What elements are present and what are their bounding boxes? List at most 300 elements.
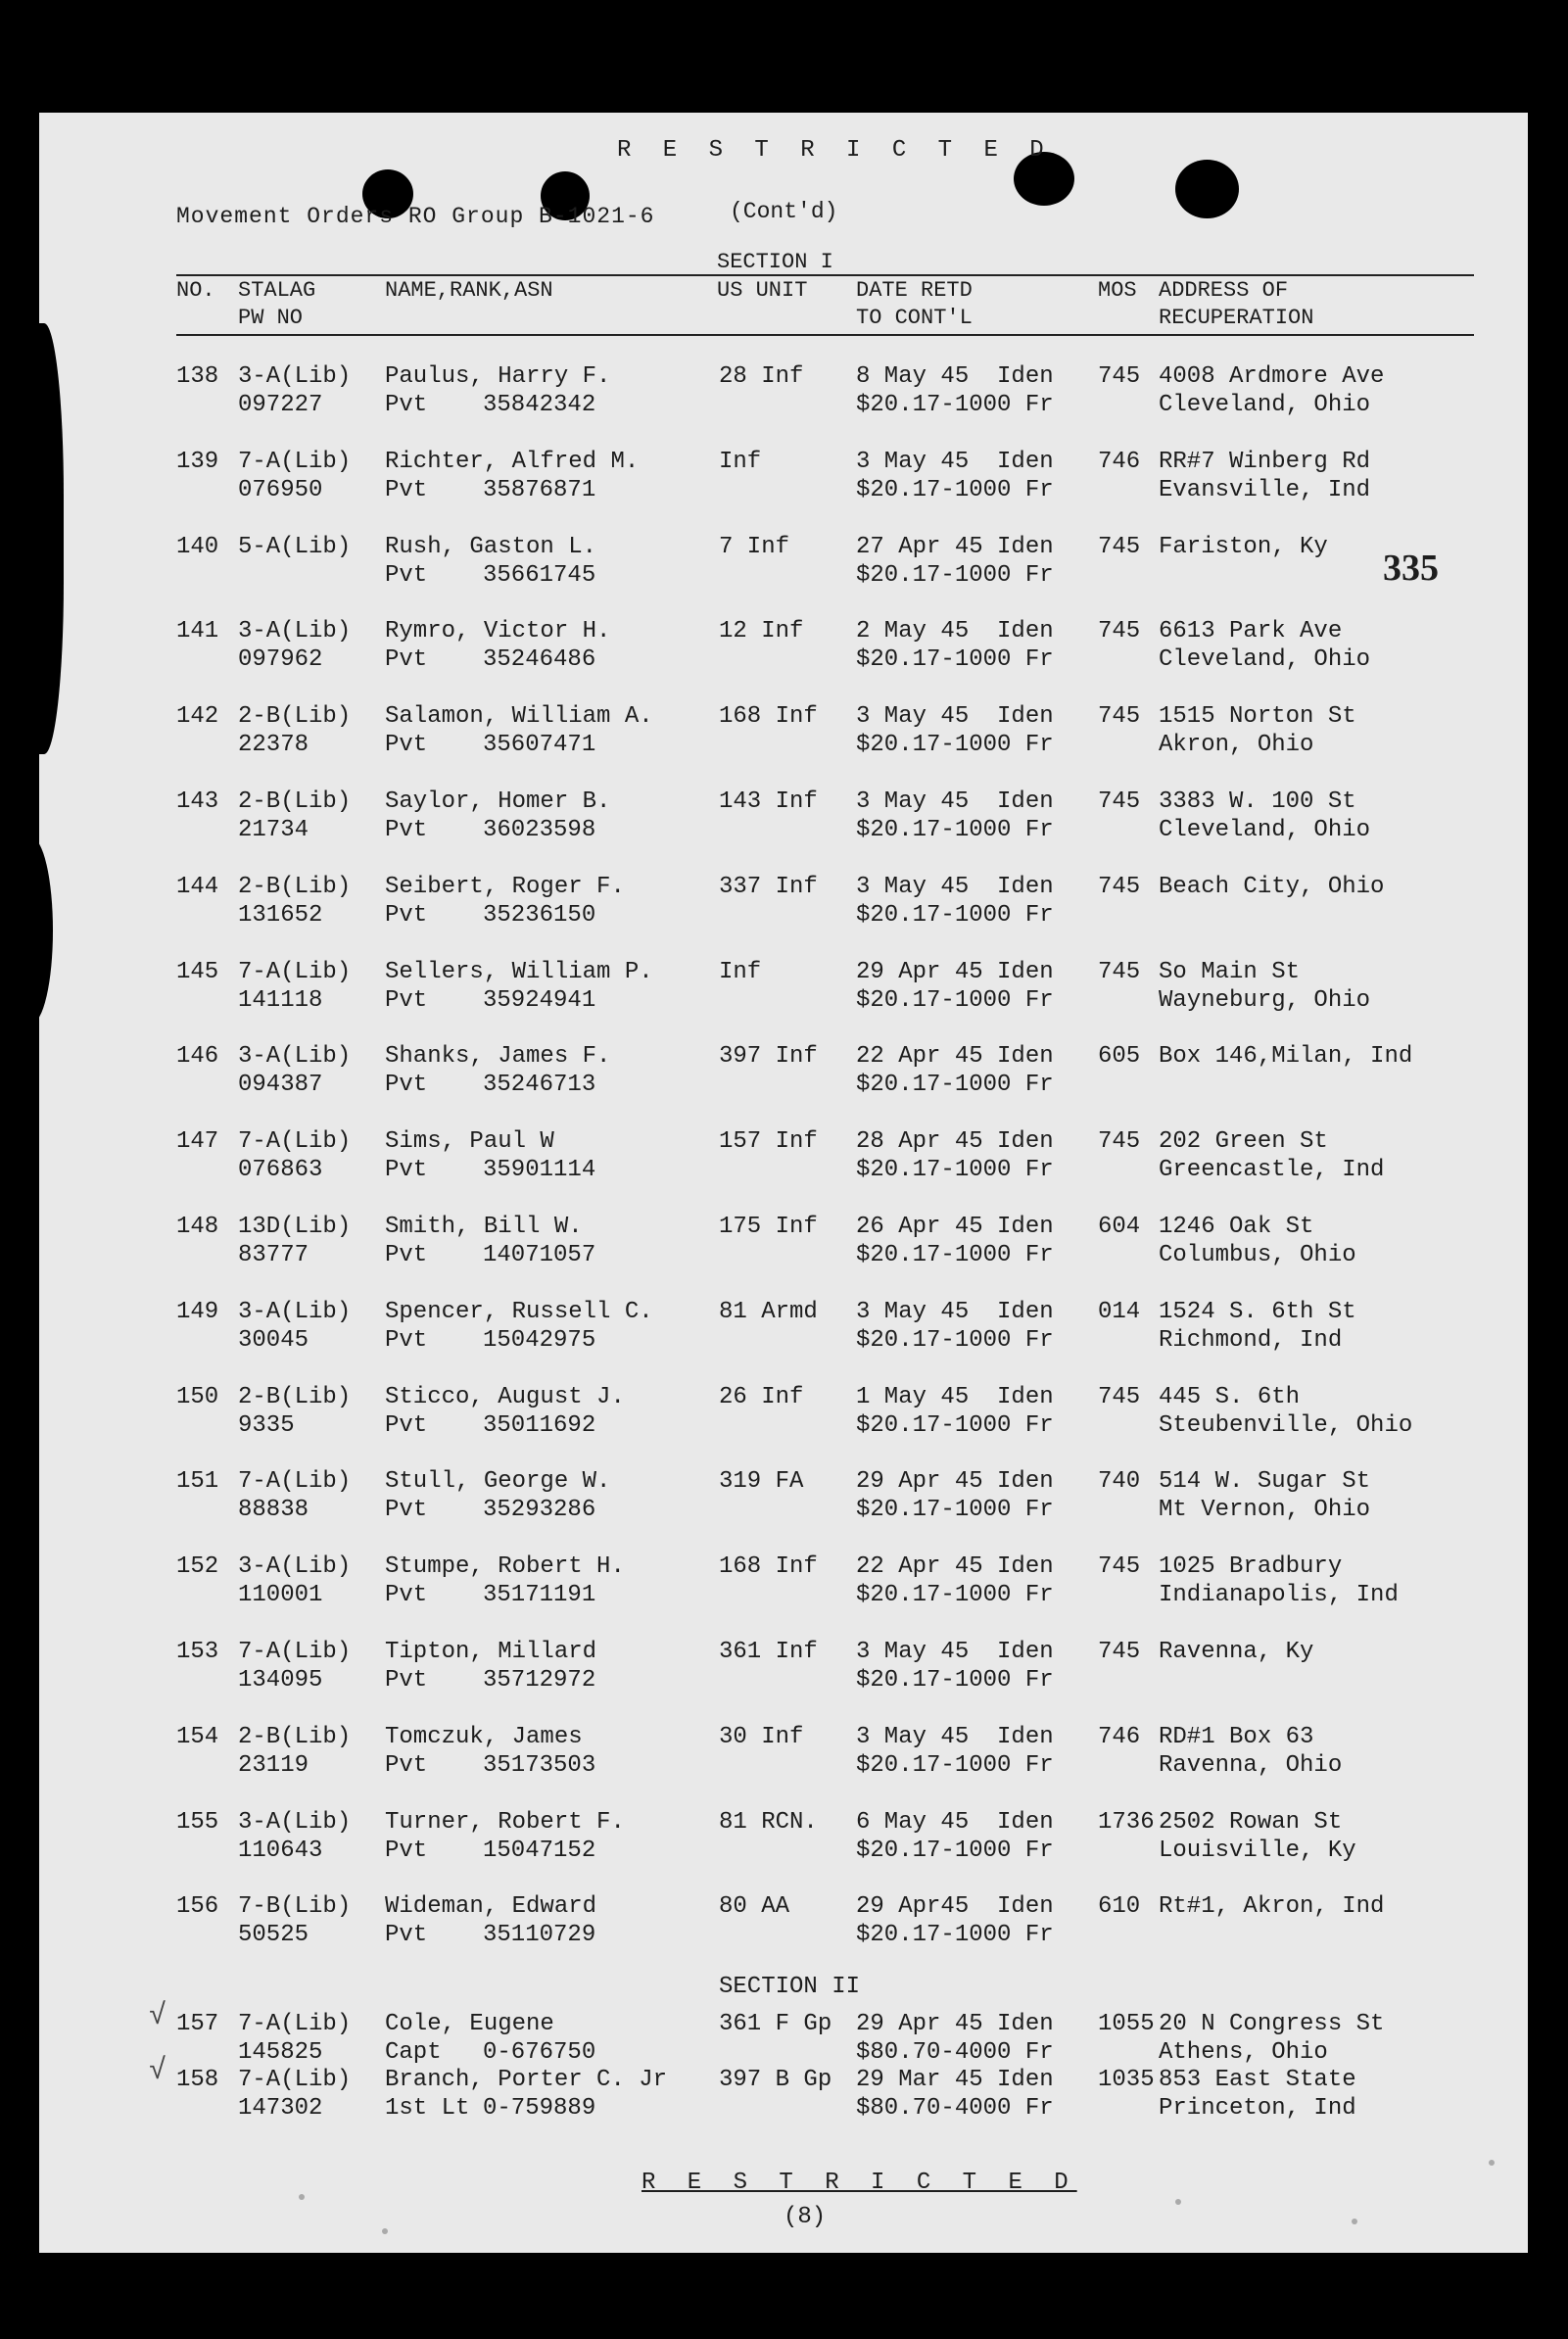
cell-line-mos: 745 <box>1098 703 1141 730</box>
cell-line-addr2: Mt Vernon, Ohio <box>1159 1497 1371 1523</box>
cell-line-stalag: 3-A(Lib) <box>238 363 352 390</box>
cell-date <box>856 362 1054 419</box>
cell-line-unit: 28 Inf <box>719 363 804 390</box>
cell-name <box>385 448 639 504</box>
cell-line-rank: Pvt <box>385 1667 428 1694</box>
cell-name <box>385 1723 595 1780</box>
cell-line-unit: 168 Inf <box>719 703 818 730</box>
cell-date <box>856 1042 1054 1099</box>
cell-line-rank: Pvt <box>385 902 428 929</box>
cell-line-date: 29 Apr45 Iden <box>856 1893 1054 1920</box>
cell-name <box>385 2010 595 2067</box>
cell-line-addr2: Athens, Ohio <box>1159 2039 1328 2066</box>
cell-line-name: Rush, Gaston L. <box>385 534 597 560</box>
cell-date <box>856 1127 1054 1184</box>
cell-line-name: Stull, George W. <box>385 1468 611 1495</box>
cell-line-unit: 337 Inf <box>719 874 818 900</box>
cell-stalag <box>238 788 351 844</box>
cell-mos <box>1098 873 1140 901</box>
col-head-unit: US UNIT <box>717 278 808 303</box>
cell-line-pw: 076950 <box>238 477 323 503</box>
cell-stalag <box>238 1213 351 1269</box>
cell-unit <box>719 1552 818 1581</box>
cell-no <box>176 1042 218 1071</box>
cell-line-pw: 22378 <box>238 732 309 758</box>
cell-line-unit: 81 RCN. <box>719 1809 818 1836</box>
cell-stalag <box>238 1042 351 1099</box>
cell-line-stalag: 5-A(Lib) <box>238 534 352 560</box>
col-head-address: ADDRESS OF <box>1159 278 1289 303</box>
cell-rank-asn <box>385 1581 625 1609</box>
cell-name <box>385 1808 625 1865</box>
cell-line-addr1: 514 W. Sugar St <box>1159 1468 1371 1495</box>
cell-line-stalag: 3-A(Lib) <box>238 1553 352 1580</box>
cell-line-addr1: Fariston, Ky <box>1159 534 1328 560</box>
cell-line-mos: 745 <box>1098 534 1141 560</box>
cell-line-pw: 131652 <box>238 902 323 929</box>
cell-line-stalag: 2-B(Lib) <box>238 1724 352 1750</box>
cell-date <box>856 533 1054 590</box>
cell-stalag <box>238 1808 351 1865</box>
table-row <box>39 873 1528 951</box>
cell-line-no: 153 <box>176 1639 219 1665</box>
cell-line-name: Branch, Porter C. Jr <box>385 2067 668 2093</box>
cell-unit <box>719 448 761 476</box>
cell-name <box>385 873 625 930</box>
cell-addr1 <box>1159 702 1356 759</box>
cell-line-rank: Pvt <box>385 1157 428 1183</box>
cell-line-no: 157 <box>176 2011 219 2037</box>
col-head-mos: MOS <box>1098 278 1137 303</box>
cell-no <box>176 1298 218 1326</box>
cell-line-unit: 361 F Gp <box>719 2011 832 2037</box>
cell-mos <box>1098 2010 1155 2038</box>
cell-line-addr1: 1515 Norton St <box>1159 703 1356 730</box>
cell-line-stalag: 7-A(Lib) <box>238 449 352 475</box>
cell-no <box>176 1213 218 1241</box>
cell-line-rank: 1st Lt <box>385 2095 470 2122</box>
cell-line-addr1: 1025 Bradbury <box>1159 1553 1343 1580</box>
cell-unit <box>719 1638 818 1666</box>
document-page <box>39 113 1528 2253</box>
cell-name <box>385 1127 595 1184</box>
cell-mos <box>1098 1638 1140 1666</box>
cell-line-no: 147 <box>176 1128 219 1155</box>
cell-line-pw: 50525 <box>238 1922 309 1948</box>
speck <box>1175 2199 1181 2205</box>
cell-line-unit: Inf <box>719 959 762 985</box>
cell-line-pw: 88838 <box>238 1497 309 1523</box>
cell-line-addr2: Cleveland, Ohio <box>1159 817 1371 843</box>
cell-line-date: 3 May 45 Iden <box>856 1639 1054 1665</box>
cell-no <box>176 617 218 645</box>
cell-line-addr1: 20 N Congress St <box>1159 2011 1385 2037</box>
cell-name <box>385 1892 596 1949</box>
cell-line-unit: 168 Inf <box>719 1553 818 1580</box>
cell-mos <box>1098 2066 1155 2094</box>
cell-unit <box>719 1298 818 1326</box>
cell-addr1 <box>1159 1808 1356 1865</box>
table-row <box>39 1638 1528 1716</box>
cell-line-no: 152 <box>176 1553 219 1580</box>
cell-line-unit: 157 Inf <box>719 1128 818 1155</box>
cell-line-stalag: 13D(Lib) <box>238 1214 352 1240</box>
cell-line-asn: 35293286 <box>483 1497 596 1523</box>
cell-addr1 <box>1159 1042 1412 1071</box>
cell-addr1 <box>1159 958 1370 1015</box>
cell-line-date: 3 May 45 Iden <box>856 703 1054 730</box>
cell-rank-asn <box>385 816 610 844</box>
table-row <box>39 1467 1528 1546</box>
cell-line-addr1: So Main St <box>1159 959 1301 985</box>
cell-line-date: 3 May 45 Iden <box>856 1299 1054 1325</box>
cell-no <box>176 958 218 986</box>
cell-line-no: 141 <box>176 618 219 644</box>
cell-line-addr2: Louisville, Ky <box>1159 1838 1356 1864</box>
cell-rank-asn <box>385 1156 595 1184</box>
cell-line-unit: 7 Inf <box>719 534 790 560</box>
cell-line-name: Smith, Bill W. <box>385 1214 583 1240</box>
cell-line-no: 138 <box>176 363 219 390</box>
cell-stalag <box>238 958 351 1015</box>
cell-rank-asn <box>385 561 596 590</box>
col-head-date: DATE RETD <box>856 278 973 303</box>
cell-line-stalag: 7-A(Lib) <box>238 2067 352 2093</box>
cell-no <box>176 1127 218 1156</box>
cell-line-pay: $20.17-1000 Fr <box>856 1242 1054 1268</box>
cell-no <box>176 1552 218 1581</box>
cell-date <box>856 2010 1054 2067</box>
cell-addr1 <box>1159 1298 1356 1355</box>
cell-addr1 <box>1159 2010 1384 2067</box>
cell-line-pw: 134095 <box>238 1667 323 1694</box>
col-head-no: NO. <box>176 278 215 303</box>
cell-line-asn: 14071057 <box>483 1242 596 1268</box>
section-2-label: SECTION II <box>719 1974 861 2000</box>
cell-line-mos: 745 <box>1098 1553 1141 1580</box>
cell-date <box>856 1723 1054 1780</box>
cell-mos <box>1098 1808 1155 1837</box>
cell-stalag <box>238 873 351 930</box>
cell-line-date: 29 Mar 45 Iden <box>856 2067 1054 2093</box>
cell-line-addr2: Indianapolis, Ind <box>1159 1582 1399 1608</box>
table-row <box>39 1808 1528 1886</box>
cell-date <box>856 448 1054 504</box>
cell-addr1 <box>1159 448 1370 504</box>
cell-line-unit: 143 Inf <box>719 788 818 815</box>
header-restricted: R E S T R I C T E D <box>617 137 1053 164</box>
cell-rank-asn <box>385 645 610 674</box>
cell-line-stalag: 2-B(Lib) <box>238 703 352 730</box>
cell-line-mos: 745 <box>1098 1384 1141 1410</box>
cell-line-unit: 319 FA <box>719 1468 804 1495</box>
cell-line-no: 155 <box>176 1809 219 1836</box>
cell-line-date: 29 Apr 45 Iden <box>856 959 1054 985</box>
cell-addr1 <box>1159 533 1328 561</box>
cell-line-name: Tipton, Millard <box>385 1639 597 1665</box>
cell-line-mos: 610 <box>1098 1893 1141 1920</box>
cell-line-rank: Pvt <box>385 1922 428 1948</box>
cell-line-addr1: 1246 Oak St <box>1159 1214 1314 1240</box>
cell-line-asn: 35011692 <box>483 1412 596 1439</box>
cell-line-date: 6 May 45 Iden <box>856 1809 1054 1836</box>
cell-mos <box>1098 1723 1140 1751</box>
cell-line-stalag: 7-A(Lib) <box>238 1639 352 1665</box>
cell-line-name: Rymro, Victor H. <box>385 618 611 644</box>
cell-line-asn: 0-676750 <box>483 2039 596 2066</box>
cell-line-unit: 397 B Gp <box>719 2067 832 2093</box>
table-row <box>39 788 1528 866</box>
cell-line-mos: 604 <box>1098 1214 1141 1240</box>
cell-rank-asn <box>385 901 625 930</box>
cell-mos <box>1098 448 1140 476</box>
cell-unit <box>719 788 818 816</box>
table-row <box>39 1552 1528 1631</box>
cell-line-addr1: 202 Green St <box>1159 1128 1328 1155</box>
cell-name <box>385 788 610 844</box>
table-row <box>39 617 1528 695</box>
cell-line-unit: 81 Armd <box>719 1299 818 1325</box>
cell-name <box>385 2066 667 2123</box>
cell-stalag <box>238 1552 351 1609</box>
punch-hole <box>1175 160 1239 218</box>
cell-line-name: Stumpe, Robert H. <box>385 1553 625 1580</box>
cell-rank-asn <box>385 1496 610 1524</box>
cell-line-addr2: Evansville, Ind <box>1159 477 1371 503</box>
cell-line-rank: Pvt <box>385 562 428 589</box>
cell-unit <box>719 1808 818 1837</box>
cell-rank-asn <box>385 1071 610 1099</box>
cell-mos <box>1098 617 1140 645</box>
cell-line-date: 29 Apr 45 Iden <box>856 1468 1054 1495</box>
cell-stalag <box>238 1723 351 1780</box>
check-mark: √ <box>149 2000 167 2033</box>
cell-rank-asn <box>385 1837 625 1865</box>
cell-name <box>385 958 653 1015</box>
cell-line-no: 140 <box>176 534 219 560</box>
cell-no <box>176 533 218 561</box>
cell-line-pay: $20.17-1000 Fr <box>856 1072 1054 1098</box>
table-row <box>39 362 1528 441</box>
cell-line-mos: 745 <box>1098 1639 1141 1665</box>
cell-line-unit: 30 Inf <box>719 1724 804 1750</box>
cell-line-addr2: Greencastle, Ind <box>1159 1157 1385 1183</box>
cell-name <box>385 533 596 590</box>
cell-line-rank: Pvt <box>385 646 428 673</box>
cell-no <box>176 702 218 731</box>
table-row <box>39 1892 1528 1971</box>
cell-unit <box>719 2066 832 2094</box>
cell-line-pw: 094387 <box>238 1072 323 1098</box>
cell-mos <box>1098 362 1140 391</box>
cell-line-stalag: 3-A(Lib) <box>238 1043 352 1070</box>
cell-name <box>385 1213 595 1269</box>
cell-unit <box>719 617 803 645</box>
table-row <box>39 1723 1528 1801</box>
header-rule-bottom <box>176 334 1474 336</box>
cell-addr1 <box>1159 1467 1370 1524</box>
table-row <box>39 958 1528 1036</box>
cell-stalag <box>238 1892 351 1949</box>
cell-line-asn: 35607471 <box>483 732 596 758</box>
cell-line-addr2: Akron, Ohio <box>1159 732 1314 758</box>
cell-line-pay: $20.17-1000 Fr <box>856 987 1054 1014</box>
header-rule-top <box>176 274 1474 276</box>
cell-stalag <box>238 702 351 759</box>
cell-rank-asn <box>385 1666 596 1695</box>
cell-line-rank: Pvt <box>385 1582 428 1608</box>
cell-line-no: 151 <box>176 1468 219 1495</box>
cell-line-asn: 35173503 <box>483 1752 596 1779</box>
cell-line-pw: 097227 <box>238 392 323 418</box>
cell-line-asn: 35236150 <box>483 902 596 929</box>
cell-line-unit: 361 Inf <box>719 1639 818 1665</box>
cell-line-rank: Pvt <box>385 817 428 843</box>
cell-line-asn: 35110729 <box>483 1922 596 1948</box>
cell-line-rank: Pvt <box>385 1752 428 1779</box>
cell-line-no: 148 <box>176 1214 219 1240</box>
cell-addr1 <box>1159 1127 1384 1184</box>
cell-line-asn: 0-759889 <box>483 2095 596 2122</box>
cell-stalag <box>238 2066 351 2123</box>
cell-addr1 <box>1159 1552 1399 1609</box>
cell-addr1 <box>1159 617 1370 674</box>
cell-no <box>176 1383 218 1411</box>
cell-line-pw: 21734 <box>238 817 309 843</box>
cell-line-rank: Pvt <box>385 1497 428 1523</box>
cell-line-pay: $20.17-1000 Fr <box>856 646 1054 673</box>
cell-line-addr1: 3383 W. 100 St <box>1159 788 1356 815</box>
cell-line-date: 3 May 45 Iden <box>856 449 1054 475</box>
cell-line-no: 139 <box>176 449 219 475</box>
cell-line-addr2: Princeton, Ind <box>1159 2095 1356 2122</box>
cell-mos <box>1098 702 1140 731</box>
cell-line-asn: 35924941 <box>483 987 596 1014</box>
cell-line-addr2: Steubenville, Ohio <box>1159 1412 1413 1439</box>
cell-addr1 <box>1159 1213 1356 1269</box>
cell-mos <box>1098 1892 1140 1921</box>
cell-line-pay: $80.70-4000 Fr <box>856 2039 1054 2066</box>
cell-line-asn: 35661745 <box>483 562 596 589</box>
cell-line-unit: 175 Inf <box>719 1214 818 1240</box>
cell-line-no: 143 <box>176 788 219 815</box>
cell-stalag <box>238 1298 351 1355</box>
cell-line-rank: Pvt <box>385 1327 428 1354</box>
cell-line-asn: 15042975 <box>483 1327 596 1354</box>
cell-line-pw: 147302 <box>238 2095 323 2122</box>
table-row <box>39 1213 1528 1291</box>
cell-unit <box>719 1042 818 1071</box>
cell-line-mos: 1035 <box>1098 2067 1155 2093</box>
cell-line-pw: 141118 <box>238 987 323 1014</box>
cell-line-asn: 36023598 <box>483 817 596 843</box>
cell-line-pay: $80.70-4000 Fr <box>856 2095 1054 2122</box>
cell-line-no: 142 <box>176 703 219 730</box>
cell-unit <box>719 2010 832 2038</box>
cell-line-no: 150 <box>176 1384 219 1410</box>
cell-name <box>385 1467 610 1524</box>
cell-line-unit: Inf <box>719 449 762 475</box>
cell-date <box>856 1383 1054 1440</box>
cell-no <box>176 362 218 391</box>
cell-line-mos: 745 <box>1098 618 1141 644</box>
cell-line-date: 3 May 45 Iden <box>856 874 1054 900</box>
cell-line-mos: 745 <box>1098 363 1141 390</box>
cell-line-mos: 605 <box>1098 1043 1141 1070</box>
cell-line-rank: Pvt <box>385 1838 428 1864</box>
cell-line-no: 154 <box>176 1724 219 1750</box>
cell-line-pay: $20.17-1000 Fr <box>856 1497 1054 1523</box>
cell-mos <box>1098 1042 1140 1071</box>
speck <box>299 2194 305 2200</box>
col-head-stalag: STALAG <box>238 278 316 303</box>
cell-line-stalag: 3-A(Lib) <box>238 618 352 644</box>
cell-line-addr1: RR#7 Winberg Rd <box>1159 449 1371 475</box>
cell-addr1 <box>1159 788 1370 844</box>
cell-line-asn: 35171191 <box>483 1582 596 1608</box>
cell-line-pay: $20.17-1000 Fr <box>856 562 1054 589</box>
cell-line-pay: $20.17-1000 Fr <box>856 1412 1054 1439</box>
cell-line-pay: $20.17-1000 Fr <box>856 732 1054 758</box>
cell-line-addr1: 4008 Ardmore Ave <box>1159 363 1385 390</box>
cell-date <box>856 873 1054 930</box>
cell-name <box>385 1298 653 1355</box>
cell-mos <box>1098 1213 1140 1241</box>
cell-name <box>385 617 610 674</box>
cell-line-unit: 80 AA <box>719 1893 790 1920</box>
cell-unit <box>719 1723 803 1751</box>
cell-line-addr2: Ravenna, Ohio <box>1159 1752 1343 1779</box>
cell-mos <box>1098 1127 1140 1156</box>
cell-line-mos: 014 <box>1098 1299 1141 1325</box>
cell-date <box>856 1298 1054 1355</box>
cell-line-name: Seibert, Roger F. <box>385 874 625 900</box>
cell-line-no: 146 <box>176 1043 219 1070</box>
cell-date <box>856 702 1054 759</box>
cell-addr1 <box>1159 362 1384 419</box>
cell-line-mos: 746 <box>1098 1724 1141 1750</box>
cell-mos <box>1098 1552 1140 1581</box>
cell-line-name: Paulus, Harry F. <box>385 363 611 390</box>
cell-line-pay: $20.17-1000 Fr <box>856 1327 1054 1354</box>
cell-stalag <box>238 533 351 561</box>
cell-stalag <box>238 362 351 419</box>
table-row <box>39 1383 1528 1461</box>
cell-mos <box>1098 788 1140 816</box>
cell-line-pw: 110643 <box>238 1838 323 1864</box>
cell-line-pay: $20.17-1000 Fr <box>856 817 1054 843</box>
cell-no <box>176 1808 218 1837</box>
cell-line-asn: 35246713 <box>483 1072 596 1098</box>
cell-line-stalag: 7-A(Lib) <box>238 1468 352 1495</box>
cell-line-stalag: 2-B(Lib) <box>238 874 352 900</box>
cell-line-addr1: Beach City, Ohio <box>1159 874 1385 900</box>
cell-line-name: Wideman, Edward <box>385 1893 597 1920</box>
cell-unit <box>719 958 761 986</box>
cell-line-asn: 35876871 <box>483 477 596 503</box>
cell-line-addr1: 445 S. 6th <box>1159 1384 1301 1410</box>
cell-unit <box>719 1213 818 1241</box>
contd-label: (Cont'd) <box>730 199 838 224</box>
cell-date <box>856 1213 1054 1269</box>
cell-line-name: Turner, Robert F. <box>385 1809 625 1836</box>
cell-line-addr2: Richmond, Ind <box>1159 1327 1343 1354</box>
cell-date <box>856 1467 1054 1524</box>
cell-name <box>385 1383 625 1440</box>
col-head-pwno: PW NO <box>238 306 304 330</box>
cell-line-stalag: 3-A(Lib) <box>238 1809 352 1836</box>
cell-line-no: 156 <box>176 1893 219 1920</box>
